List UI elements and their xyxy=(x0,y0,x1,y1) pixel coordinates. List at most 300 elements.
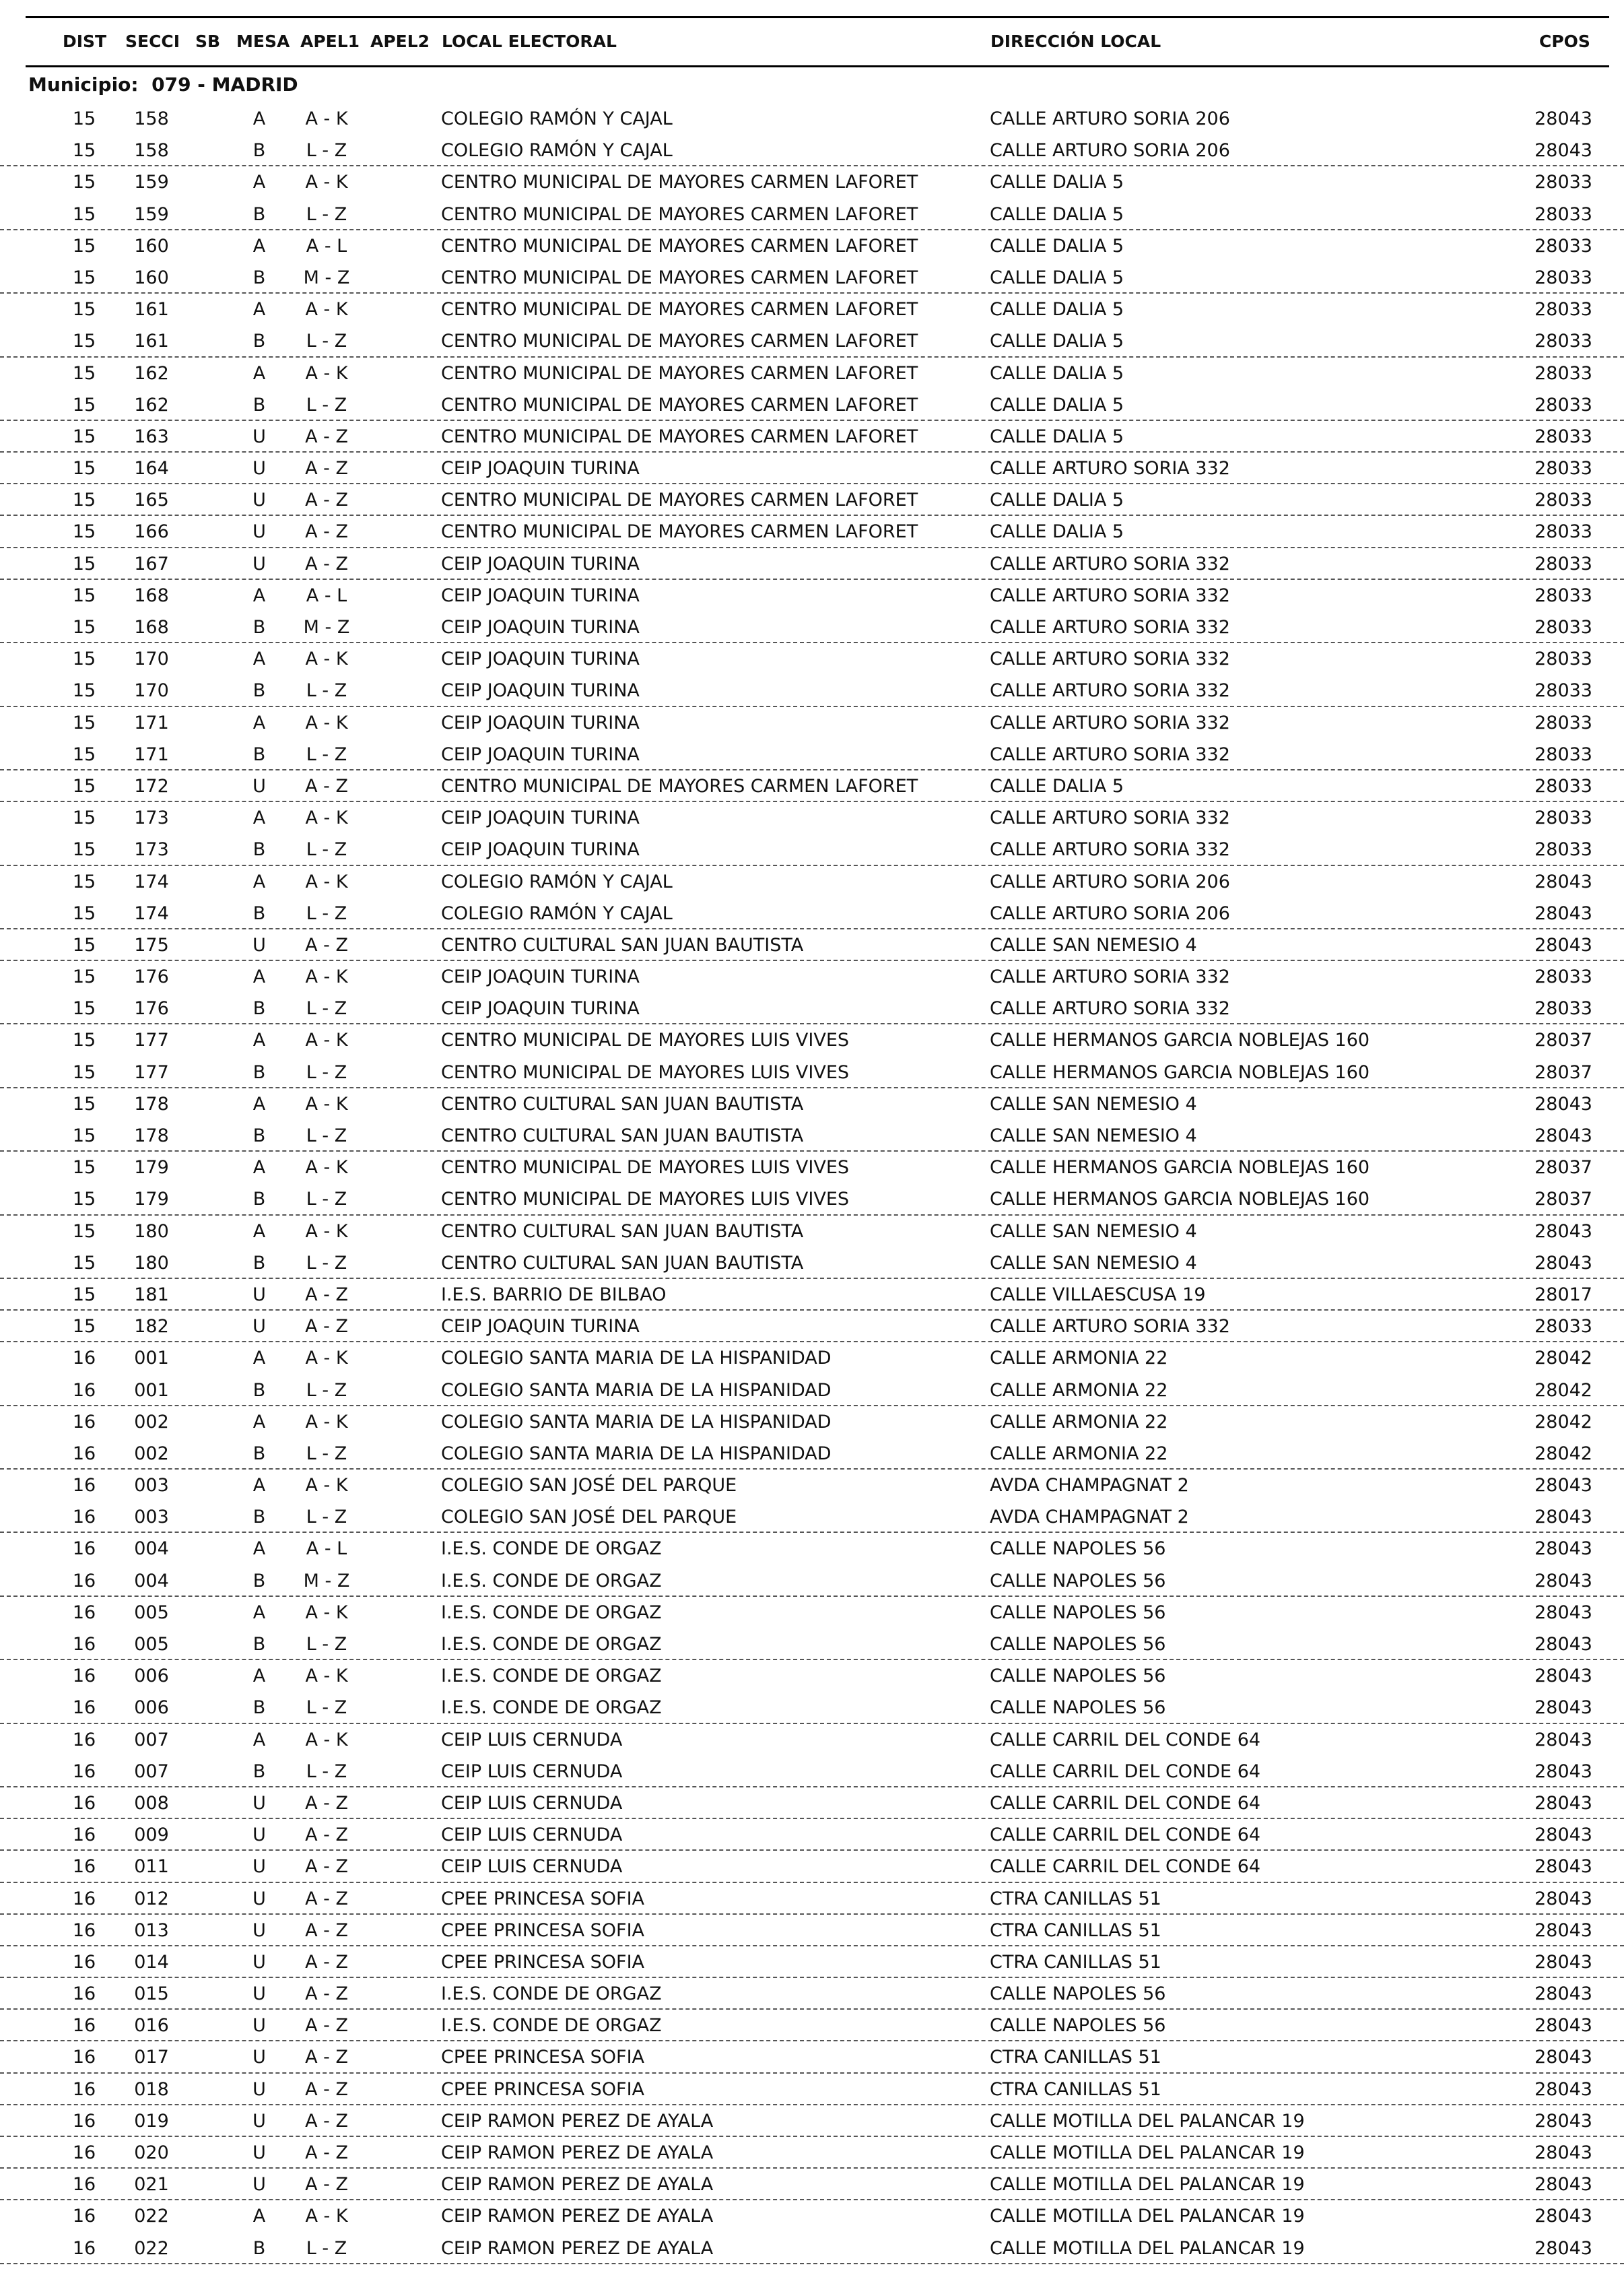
local-cell: CENTRO MUNICIPAL DE MAYORES LUIS VIVES xyxy=(441,1061,850,1083)
dist-cell: 16 xyxy=(72,1348,96,1369)
secc-cell: 170 xyxy=(134,680,169,702)
dist-cell: 16 xyxy=(72,1824,96,1846)
dist-cell: 16 xyxy=(72,1760,96,1782)
local-cell: CENTRO MUNICIPAL DE MAYORES CARMEN LAFORET xyxy=(441,331,918,352)
apel-cell: L - Z xyxy=(306,1634,347,1655)
secc-cell: 008 xyxy=(134,1792,169,1814)
mesa-cell: A xyxy=(252,1220,266,1242)
mesa-cell: A xyxy=(252,808,266,829)
dist-cell: 16 xyxy=(72,2237,96,2259)
apel-cell: A - Z xyxy=(305,2015,348,2037)
cpos-cell: 28043 xyxy=(1534,2015,1592,2037)
direccion-cell: CALLE ARTURO SORIA 332 xyxy=(990,839,1230,861)
apel-cell: L - Z xyxy=(306,998,347,1020)
direccion-cell: CALLE MOTILLA DEL PALANCAR 19 xyxy=(990,2110,1305,2132)
cpos-cell: 28033 xyxy=(1534,553,1592,574)
local-cell: CEIP RAMON PEREZ DE AYALA xyxy=(441,2174,714,2196)
col-header-sb: SB xyxy=(195,32,221,51)
cpos-cell: 28042 xyxy=(1534,1443,1592,1464)
mesa-cell: B xyxy=(252,902,266,924)
secc-cell: 158 xyxy=(134,140,169,162)
direccion-cell: CALLE NAPOLES 56 xyxy=(990,1666,1166,1687)
mesa-cell: B xyxy=(252,998,266,1020)
local-cell: CENTRO CULTURAL SAN JUAN BAUTISTA xyxy=(441,1125,804,1146)
table-row xyxy=(0,1628,1624,1660)
mesa-cell: A xyxy=(252,1093,266,1115)
mesa-cell: B xyxy=(252,140,266,162)
secc-cell: 006 xyxy=(134,1666,169,1687)
local-cell: CEIP JOAQUIN TURINA xyxy=(441,744,640,765)
apel-cell: A - Z xyxy=(305,458,348,480)
direccion-cell: CALLE ARMONIA 22 xyxy=(990,1443,1168,1464)
apel-cell: A - Z xyxy=(305,1284,348,1305)
local-cell: CENTRO MUNICIPAL DE MAYORES LUIS VIVES xyxy=(441,1189,850,1210)
mesa-cell: U xyxy=(252,1951,266,1973)
dist-cell: 15 xyxy=(72,744,96,765)
secc-cell: 022 xyxy=(134,2237,169,2259)
cpos-cell: 28043 xyxy=(1534,1570,1592,1591)
table-row xyxy=(0,929,1624,961)
local-cell: CEIP JOAQUIN TURINA xyxy=(441,966,640,988)
direccion-cell: CALLE DALIA 5 xyxy=(990,775,1124,797)
local-cell: I.E.S. CONDE DE ORGAZ xyxy=(441,1570,662,1591)
mesa-cell: A xyxy=(252,712,266,733)
table-row xyxy=(0,1724,1624,1756)
local-cell: CEIP RAMON PEREZ DE AYALA xyxy=(441,2237,714,2259)
direccion-cell: CALLE NAPOLES 56 xyxy=(990,1634,1166,1655)
apel-cell: A - K xyxy=(305,172,348,193)
col-header-apel2: APEL2 xyxy=(370,32,430,51)
apel-cell: A - K xyxy=(305,1602,348,1623)
secc-cell: 003 xyxy=(134,1475,169,1496)
table-row xyxy=(0,1756,1624,1787)
table-row xyxy=(0,135,1624,166)
dist-cell: 16 xyxy=(72,1856,96,1878)
cpos-cell: 28043 xyxy=(1534,871,1592,892)
dist-cell: 15 xyxy=(72,934,96,956)
cpos-cell: 28037 xyxy=(1534,1157,1592,1179)
mesa-cell: A xyxy=(252,1538,266,1560)
dist-cell: 15 xyxy=(72,1030,96,1051)
dist-cell: 15 xyxy=(72,1284,96,1305)
apel-cell: A - Z xyxy=(305,1856,348,1878)
table-row xyxy=(0,1946,1624,1978)
apel-cell: L - Z xyxy=(306,203,347,225)
table-row xyxy=(0,1978,1624,2010)
dist-cell: 16 xyxy=(72,1379,96,1401)
apel-cell: A - L xyxy=(306,585,347,606)
secc-cell: 007 xyxy=(134,1760,169,1782)
cpos-cell: 28033 xyxy=(1534,426,1592,447)
municipio-value: 079 - MADRID xyxy=(151,73,298,96)
cpos-cell: 28043 xyxy=(1534,1729,1592,1750)
mesa-cell: A xyxy=(252,1157,266,1179)
cpos-cell: 28043 xyxy=(1534,1919,1592,1941)
cpos-cell: 28043 xyxy=(1534,108,1592,129)
secc-cell: 009 xyxy=(134,1824,169,1846)
local-cell: CENTRO MUNICIPAL DE MAYORES CARMEN LAFORET xyxy=(441,172,918,193)
apel-cell: A - K xyxy=(305,1348,348,1369)
table-row xyxy=(0,1342,1624,1374)
mesa-cell: U xyxy=(252,2142,266,2163)
direccion-cell: CALLE HERMANOS GARCIA NOBLEJAS 160 xyxy=(990,1030,1370,1051)
dist-cell: 16 xyxy=(72,2142,96,2163)
apel-cell: L - Z xyxy=(306,1697,347,1719)
cpos-cell: 28043 xyxy=(1534,1983,1592,2005)
local-cell: CENTRO MUNICIPAL DE MAYORES CARMEN LAFORET xyxy=(441,394,918,416)
apel-cell: A - K xyxy=(305,2206,348,2227)
apel-cell: A - K xyxy=(305,1030,348,1051)
secc-cell: 171 xyxy=(134,744,169,765)
cpos-cell: 28043 xyxy=(1534,1666,1592,1687)
mesa-cell: B xyxy=(252,331,266,352)
direccion-cell: AVDA CHAMPAGNAT 2 xyxy=(990,1507,1189,1528)
secc-cell: 164 xyxy=(134,458,169,480)
local-cell: CPEE PRINCESA SOFIA xyxy=(441,1951,644,1973)
apel-cell: L - Z xyxy=(306,1379,347,1401)
mesa-cell: B xyxy=(252,1189,266,1210)
mesa-cell: B xyxy=(252,1443,266,1464)
apel-cell: L - Z xyxy=(306,331,347,352)
local-cell: CENTRO MUNICIPAL DE MAYORES CARMEN LAFORET xyxy=(441,490,918,511)
mesa-cell: A xyxy=(252,1602,266,1623)
municipio-label: Municipio: xyxy=(28,73,139,96)
apel-cell: A - K xyxy=(305,1157,348,1179)
cpos-cell: 28037 xyxy=(1534,1189,1592,1210)
mesa-cell: U xyxy=(252,1316,266,1338)
direccion-cell: CALLE ARTURO SORIA 332 xyxy=(990,585,1230,606)
table-row xyxy=(0,1597,1624,1628)
table-row xyxy=(0,770,1624,802)
direccion-cell: CALLE ARTURO SORIA 332 xyxy=(990,966,1230,988)
cpos-cell: 28043 xyxy=(1534,1824,1592,1846)
secc-cell: 007 xyxy=(134,1729,169,1750)
local-cell: CEIP JOAQUIN TURINA xyxy=(441,808,640,829)
table-row xyxy=(0,1470,1624,1501)
local-cell: CEIP LUIS CERNUDA xyxy=(441,1729,623,1750)
mesa-cell: U xyxy=(252,490,266,511)
local-cell: COLEGIO RAMÓN Y CAJAL xyxy=(441,902,673,924)
table-row xyxy=(0,898,1624,929)
direccion-cell: CALLE NAPOLES 56 xyxy=(990,1983,1166,2005)
secc-cell: 015 xyxy=(134,1983,169,2005)
mesa-cell: B xyxy=(252,1061,266,1083)
direccion-cell: CALLE DALIA 5 xyxy=(990,331,1124,352)
apel-cell: A - Z xyxy=(305,1919,348,1941)
direccion-cell: CALLE DALIA 5 xyxy=(990,235,1124,257)
dist-cell: 15 xyxy=(72,902,96,924)
dist-cell: 15 xyxy=(72,394,96,416)
cpos-cell: 28043 xyxy=(1534,2174,1592,2196)
table-row xyxy=(0,389,1624,421)
local-cell: CEIP LUIS CERNUDA xyxy=(441,1760,623,1782)
local-cell: CENTRO MUNICIPAL DE MAYORES CARMEN LAFORET xyxy=(441,362,918,384)
table-row xyxy=(0,1660,1624,1692)
local-cell: CEIP JOAQUIN TURINA xyxy=(441,680,640,702)
dist-cell: 15 xyxy=(72,998,96,1020)
apel-cell: A - Z xyxy=(305,1824,348,1846)
local-cell: COLEGIO RAMÓN Y CAJAL xyxy=(441,140,673,162)
table-row xyxy=(0,325,1624,357)
cpos-cell: 28033 xyxy=(1534,394,1592,416)
direccion-cell: CALLE DALIA 5 xyxy=(990,172,1124,193)
local-cell: COLEGIO SAN JOSÉ DEL PARQUE xyxy=(441,1507,737,1528)
secc-cell: 175 xyxy=(134,934,169,956)
apel-cell: A - K xyxy=(305,1220,348,1242)
local-cell: CENTRO MUNICIPAL DE MAYORES LUIS VIVES xyxy=(441,1030,850,1051)
table-row xyxy=(0,1247,1624,1279)
dist-cell: 16 xyxy=(72,1666,96,1687)
dist-cell: 15 xyxy=(72,1189,96,1210)
local-cell: COLEGIO SANTA MARIA DE LA HISPANIDAD xyxy=(441,1443,832,1464)
dist-cell: 15 xyxy=(72,617,96,638)
local-cell: I.E.S. CONDE DE ORGAZ xyxy=(441,1697,662,1719)
table-row xyxy=(0,2105,1624,2137)
secc-cell: 168 xyxy=(134,617,169,638)
dist-cell: 16 xyxy=(72,1919,96,1941)
dist-cell: 16 xyxy=(72,1602,96,1623)
cpos-cell: 28043 xyxy=(1534,2078,1592,2100)
local-cell: CENTRO CULTURAL SAN JUAN BAUTISTA xyxy=(441,934,804,956)
mesa-cell: U xyxy=(252,1856,266,1878)
secc-cell: 178 xyxy=(134,1093,169,1115)
cpos-cell: 28043 xyxy=(1534,1538,1592,1560)
secc-cell: 174 xyxy=(134,902,169,924)
table-row xyxy=(0,1565,1624,1597)
secc-cell: 006 xyxy=(134,1697,169,1719)
mesa-cell: U xyxy=(252,458,266,480)
apel-cell: L - Z xyxy=(306,2237,347,2259)
dist-cell: 15 xyxy=(72,1125,96,1146)
cpos-cell: 28043 xyxy=(1534,2047,1592,2068)
apel-cell: A - K xyxy=(305,1411,348,1433)
apel-cell: M - Z xyxy=(303,617,350,638)
local-cell: CEIP JOAQUIN TURINA xyxy=(441,617,640,638)
secc-cell: 173 xyxy=(134,839,169,861)
direccion-cell: CALLE DALIA 5 xyxy=(990,299,1124,321)
dist-cell: 15 xyxy=(72,267,96,288)
direccion-cell: CTRA CANILLAS 51 xyxy=(990,2047,1161,2068)
secc-cell: 002 xyxy=(134,1411,169,1433)
apel-cell: L - Z xyxy=(306,1061,347,1083)
dist-cell: 16 xyxy=(72,2047,96,2068)
direccion-cell: CALLE NAPOLES 56 xyxy=(990,1570,1166,1591)
apel-cell: A - L xyxy=(306,1538,347,1560)
direccion-cell: CALLE DALIA 5 xyxy=(990,203,1124,225)
table-row xyxy=(0,1024,1624,1056)
local-cell: CEIP JOAQUIN TURINA xyxy=(441,712,640,733)
dist-cell: 16 xyxy=(72,1983,96,2005)
dist-cell: 15 xyxy=(72,871,96,892)
table-row xyxy=(0,2041,1624,2073)
table-row xyxy=(0,1915,1624,1946)
mesa-cell: A xyxy=(252,871,266,892)
apel-cell: L - Z xyxy=(306,394,347,416)
cpos-cell: 28037 xyxy=(1534,1030,1592,1051)
secc-cell: 176 xyxy=(134,966,169,988)
mesa-cell: A xyxy=(252,362,266,384)
dist-cell: 15 xyxy=(72,553,96,574)
cpos-cell: 28043 xyxy=(1534,1634,1592,1655)
direccion-cell: CALLE NAPOLES 56 xyxy=(990,1538,1166,1560)
secc-cell: 179 xyxy=(134,1157,169,1179)
cpos-cell: 28033 xyxy=(1534,839,1592,861)
table-row xyxy=(0,643,1624,675)
secc-cell: 018 xyxy=(134,2078,169,2100)
cpos-cell: 28033 xyxy=(1534,775,1592,797)
cpos-cell: 28043 xyxy=(1534,1856,1592,1878)
secc-cell: 013 xyxy=(134,1919,169,1941)
local-cell: CEIP JOAQUIN TURINA xyxy=(441,1316,640,1338)
mesa-cell: B xyxy=(252,839,266,861)
mesa-cell: U xyxy=(252,2174,266,2196)
mesa-cell: U xyxy=(252,521,266,543)
local-cell: CENTRO CULTURAL SAN JUAN BAUTISTA xyxy=(441,1093,804,1115)
secc-cell: 180 xyxy=(134,1252,169,1274)
dist-cell: 16 xyxy=(72,1411,96,1433)
cpos-cell: 28033 xyxy=(1534,299,1592,321)
direccion-cell: CALLE CARRIL DEL CONDE 64 xyxy=(990,1729,1261,1750)
table-row xyxy=(0,2137,1624,2169)
cpos-cell: 28043 xyxy=(1534,1951,1592,1973)
apel-cell: A - Z xyxy=(305,775,348,797)
secc-cell: 174 xyxy=(134,871,169,892)
apel-cell: A - Z xyxy=(305,426,348,447)
secc-cell: 177 xyxy=(134,1030,169,1051)
table-row xyxy=(0,2010,1624,2041)
mesa-cell: B xyxy=(252,1697,266,1719)
apel-cell: M - Z xyxy=(303,267,350,288)
apel-cell: A - Z xyxy=(305,1983,348,2005)
table-row xyxy=(0,230,1624,262)
apel-cell: L - Z xyxy=(306,1252,347,1274)
mesa-cell: B xyxy=(252,394,266,416)
apel-cell: A - K xyxy=(305,1475,348,1496)
secc-cell: 161 xyxy=(134,299,169,321)
mesa-cell: B xyxy=(252,1252,266,1274)
secc-cell: 001 xyxy=(134,1348,169,1369)
secc-cell: 021 xyxy=(134,2174,169,2196)
secc-cell: 180 xyxy=(134,1220,169,1242)
table-header xyxy=(26,16,1609,67)
direccion-cell: CALLE ARTURO SORIA 332 xyxy=(990,553,1230,574)
col-header-local: LOCAL ELECTORAL xyxy=(442,32,617,51)
direccion-cell: CALLE NAPOLES 56 xyxy=(990,1697,1166,1719)
secc-cell: 176 xyxy=(134,998,169,1020)
dist-cell: 16 xyxy=(72,2110,96,2132)
apel-cell: L - Z xyxy=(306,140,347,162)
cpos-cell: 28033 xyxy=(1534,490,1592,511)
dist-cell: 15 xyxy=(72,1220,96,1242)
dist-cell: 15 xyxy=(72,775,96,797)
apel-cell: A - K xyxy=(305,1093,348,1115)
secc-cell: 160 xyxy=(134,267,169,288)
mesa-cell: B xyxy=(252,1634,266,1655)
mesa-cell: B xyxy=(252,680,266,702)
col-header-secci: SECCI xyxy=(125,32,180,51)
direccion-cell: AVDA CHAMPAGNAT 2 xyxy=(990,1475,1189,1496)
local-cell: CENTRO MUNICIPAL DE MAYORES CARMEN LAFORET xyxy=(441,235,918,257)
secc-cell: 012 xyxy=(134,1888,169,1909)
apel-cell: L - Z xyxy=(306,1760,347,1782)
table-row xyxy=(0,484,1624,516)
table-row xyxy=(0,1438,1624,1470)
secc-cell: 005 xyxy=(134,1602,169,1623)
dist-cell: 15 xyxy=(72,203,96,225)
cpos-cell: 28042 xyxy=(1534,1379,1592,1401)
apel-cell: A - Z xyxy=(305,2078,348,2100)
table-row xyxy=(0,707,1624,739)
table-row xyxy=(0,1851,1624,1882)
direccion-cell: CTRA CANILLAS 51 xyxy=(990,1951,1161,1973)
apel-cell: L - Z xyxy=(306,902,347,924)
table-row xyxy=(0,2233,1624,2264)
local-cell: CEIP JOAQUIN TURINA xyxy=(441,998,640,1020)
apel-cell: A - K xyxy=(305,1666,348,1687)
mesa-cell: A xyxy=(252,1475,266,1496)
table-row xyxy=(0,1279,1624,1311)
dist-cell: 16 xyxy=(72,2078,96,2100)
direccion-cell: CALLE SAN NEMESIO 4 xyxy=(990,934,1197,956)
direccion-cell: CALLE DALIA 5 xyxy=(990,394,1124,416)
apel-cell: A - K xyxy=(305,108,348,129)
apel-cell: A - Z xyxy=(305,2142,348,2163)
mesa-cell: A xyxy=(252,1666,266,1687)
secc-cell: 014 xyxy=(134,1951,169,1973)
cpos-cell: 28043 xyxy=(1534,1792,1592,1814)
table-row xyxy=(0,1088,1624,1120)
local-cell: CPEE PRINCESA SOFIA xyxy=(441,1888,644,1909)
local-cell: I.E.S. CONDE DE ORGAZ xyxy=(441,1602,662,1623)
secc-cell: 159 xyxy=(134,203,169,225)
apel-cell: A - Z xyxy=(305,2047,348,2068)
direccion-cell: CTRA CANILLAS 51 xyxy=(990,1919,1161,1941)
apel-cell: A - K xyxy=(305,871,348,892)
mesa-cell: U xyxy=(252,2078,266,2100)
dist-cell: 15 xyxy=(72,490,96,511)
mesa-cell: A xyxy=(252,108,266,129)
cpos-cell: 28017 xyxy=(1534,1284,1592,1305)
mesa-cell: A xyxy=(252,585,266,606)
table-row xyxy=(0,993,1624,1024)
secc-cell: 171 xyxy=(134,712,169,733)
cpos-cell: 28033 xyxy=(1534,649,1592,670)
cpos-cell: 28043 xyxy=(1534,1125,1592,1146)
local-cell: I.E.S. CONDE DE ORGAZ xyxy=(441,1634,662,1655)
cpos-cell: 28033 xyxy=(1534,712,1592,733)
secc-cell: 004 xyxy=(134,1538,169,1560)
cpos-cell: 28033 xyxy=(1534,585,1592,606)
cpos-cell: 28033 xyxy=(1534,362,1592,384)
table-body xyxy=(0,103,1624,2264)
table-row xyxy=(0,580,1624,612)
local-cell: CEIP RAMON PEREZ DE AYALA xyxy=(441,2142,714,2163)
cpos-cell: 28043 xyxy=(1534,934,1592,956)
local-cell: CPEE PRINCESA SOFIA xyxy=(441,2047,644,2068)
local-cell: CENTRO CULTURAL SAN JUAN BAUTISTA xyxy=(441,1220,804,1242)
local-cell: CENTRO MUNICIPAL DE MAYORES CARMEN LAFORET xyxy=(441,775,918,797)
direccion-cell: CALLE ARTURO SORIA 332 xyxy=(990,998,1230,1020)
local-cell: CEIP JOAQUIN TURINA xyxy=(441,585,640,606)
apel-cell: A - K xyxy=(305,966,348,988)
local-cell: CEIP LUIS CERNUDA xyxy=(441,1856,623,1878)
cpos-cell: 28043 xyxy=(1534,140,1592,162)
mesa-cell: U xyxy=(252,2015,266,2037)
table-row xyxy=(0,2200,1624,2232)
table-row xyxy=(0,612,1624,643)
dist-cell: 15 xyxy=(72,1093,96,1115)
direccion-cell: CALLE SAN NEMESIO 4 xyxy=(990,1252,1197,1274)
